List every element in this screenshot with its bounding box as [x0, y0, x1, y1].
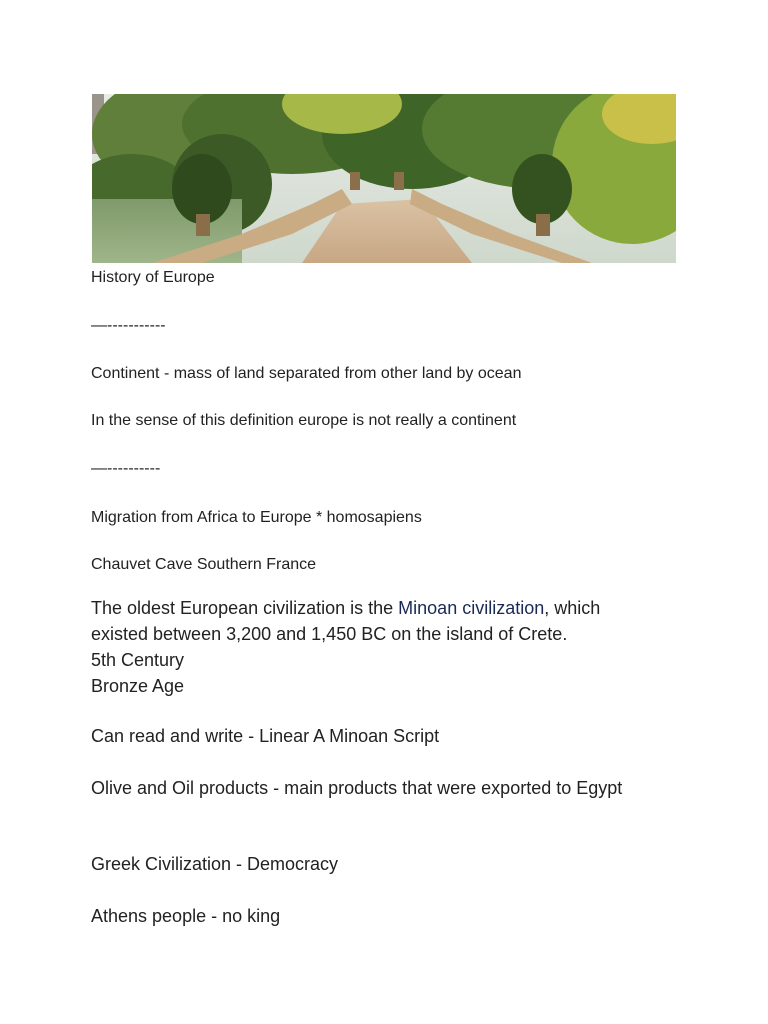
minoan-text-pre: The oldest European civilization is the [91, 598, 399, 618]
park-bridge-illustration [92, 94, 676, 263]
document-title: History of Europe [91, 269, 215, 286]
definition-note: In the sense of this definition europe is not really a continent [91, 412, 517, 429]
bronze-age-line: Bronze Age [91, 676, 185, 696]
migration-line: Migration from Africa to Europe * homosapiens [91, 509, 422, 526]
minoan-paragraph [91, 595, 691, 647]
olive-oil-line: Olive and Oil products - main products that were exported to Egypt [91, 778, 623, 798]
minoan-text-line2: existed between 3,200 and 1,450 BC on the island of Crete. [91, 624, 568, 644]
separator-line: —---------- [91, 460, 161, 477]
century-line: 5th Century [91, 650, 185, 670]
minoan-text-post: , which [544, 598, 601, 618]
chauvet-line: Chauvet Cave Southern France [91, 556, 317, 573]
greek-civilization-line: Greek Civilization - Democracy [91, 854, 339, 874]
athens-line: Athens people - no king [91, 906, 281, 926]
linear-a-line: Can read and write - Linear A Minoan Script [91, 726, 440, 746]
separator-line: —----------- [91, 317, 166, 334]
continent-definition: Continent - mass of land separated from other land by ocean [91, 365, 522, 382]
banner-image [92, 94, 676, 263]
minoan-civilization-link[interactable]: Minoan civilization [398, 598, 545, 618]
